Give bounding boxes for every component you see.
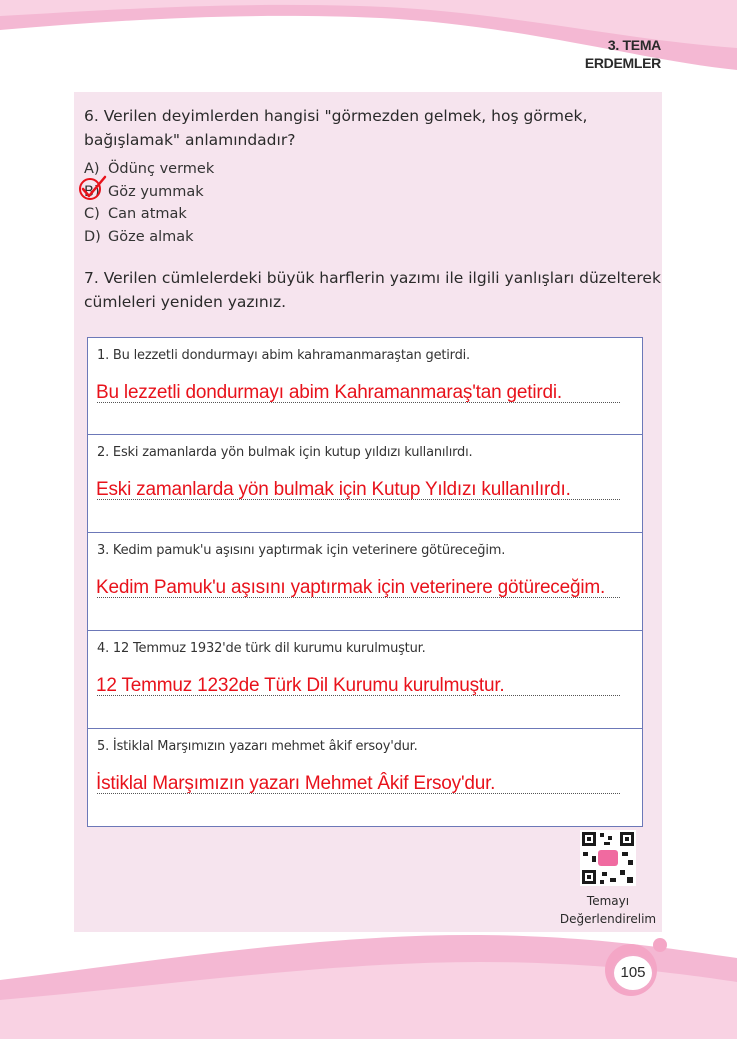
original-sentence: 2. Eski zamanlarda yön bulmak için kutup yıldızı kullanılırdı. [97, 445, 473, 460]
option-d[interactable]: D) Göze almak [84, 228, 194, 245]
answer-text[interactable]: Kedim Pamuk'u aşısını yaptırmak için veterinere götüreceğim. [96, 577, 606, 598]
original-sentence: 4. 12 Temmuz 1932'de türk dil kurumu kurulmuştur. [97, 641, 426, 656]
theme-number: 3. TEMA [607, 37, 661, 53]
theme-title: ERDEMLER [584, 55, 661, 71]
question-6-options [84, 158, 214, 248]
theme-header [585, 36, 661, 72]
qr-caption: Temayı Değerlendirelim [559, 894, 657, 926]
checkmark-icon [78, 175, 108, 203]
sentence-box-4 [87, 630, 643, 729]
question-7-title: 7. Verilen cümlelerdeki büyük harflerin yazımı ile ilgili yanlışları düzelterek cümleleri yeniden yazınız. [84, 269, 661, 311]
sentence-box-3 [87, 532, 643, 631]
original-sentence: 3. Kedim pamuk'u aşısını yaptırmak için veterinere götüreceğim. [97, 543, 506, 558]
sentence-box-2 [87, 434, 643, 533]
answer-text[interactable]: Eski zamanlarda yön bulmak için Kutup Yıldızı kullanılırdı. [96, 479, 571, 500]
original-sentence: 5. İstiklal Marşımızın yazarı mehmet âkif ersoy'dur. [97, 739, 418, 754]
option-a[interactable]: A) Ödünç vermek [84, 161, 215, 177]
option-b[interactable]: B) Göz yummak [84, 183, 204, 200]
answer-text[interactable]: İstiklal Marşımızın yazarı Mehmet Âkif Ersoy'dur. [96, 773, 496, 794]
qr-code-icon[interactable] [580, 830, 636, 886]
page-number: 105 [612, 954, 654, 992]
sentence-box-1 [87, 337, 643, 435]
answer-text[interactable]: Bu lezzetli dondurmayı abim Kahramanmaraş'tan getirdi. [96, 382, 562, 403]
question-6-title: 6. Verilen deyimlerden hangisi "görmezden gelmek, hoş görmek, bağışlamak" anlamındadır? [84, 107, 588, 149]
original-sentence: 1. Bu lezzetli dondurmayı abim kahramanmaraştan getirdi. [97, 348, 470, 363]
answer-text[interactable]: 12 Temmuz 1232de Türk Dil Kurumu kurulmuştur. [96, 675, 505, 696]
option-c[interactable]: C) Can atmak [84, 206, 187, 222]
sentence-box-5 [87, 728, 643, 827]
